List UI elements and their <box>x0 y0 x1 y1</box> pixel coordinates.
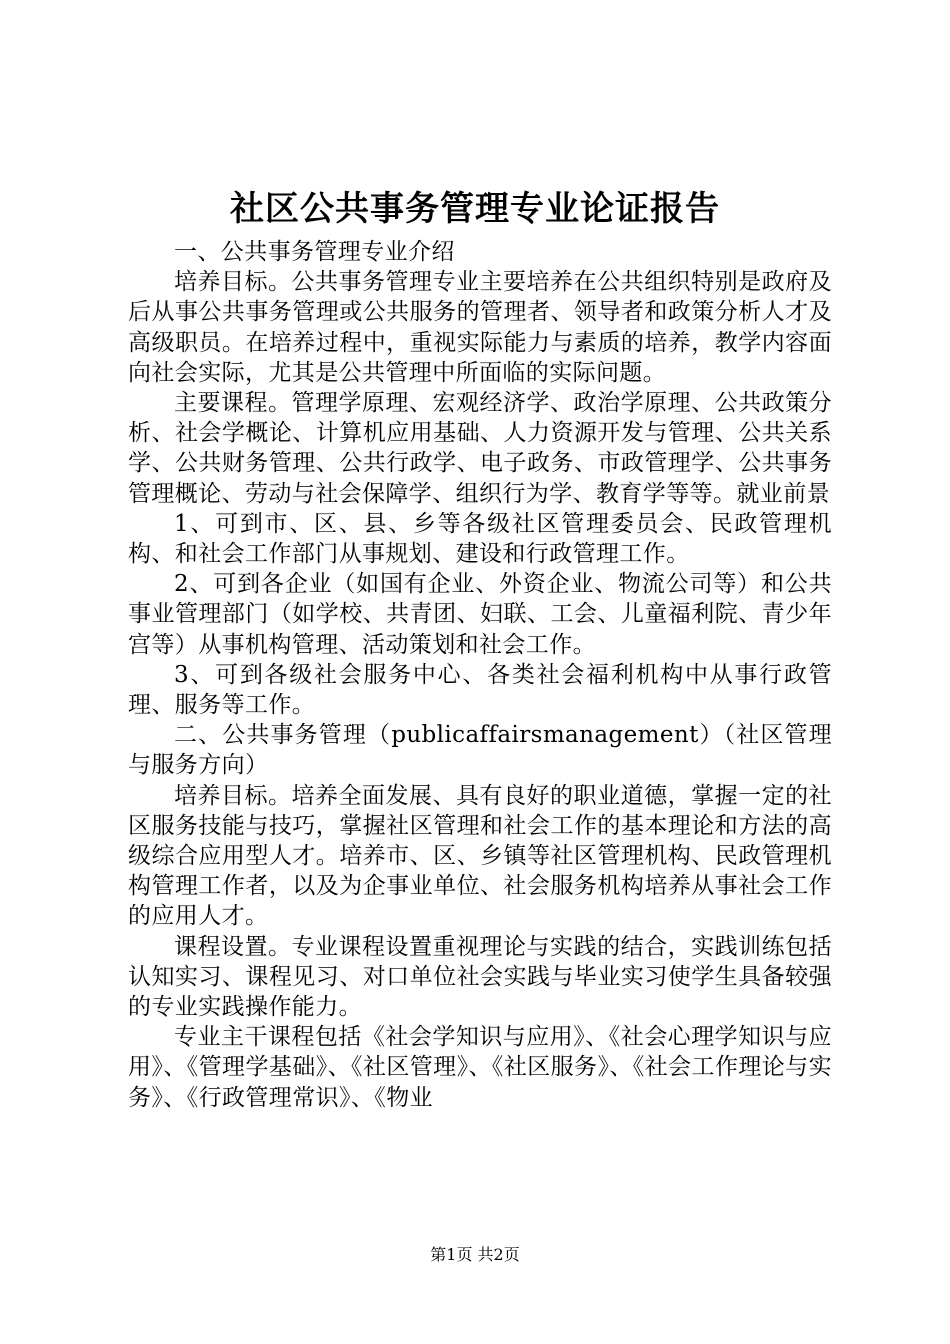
paragraph-core-courses: 专业主干课程包括《社会学知识与应用》、《社会心理学知识与应用》、《管理学基础》、《社区管理》、《社区服务》、《社会工作理论与实务》、《行政管理常识》、《物业 <box>128 1024 832 1111</box>
paragraph-training-goal: 培养目标。公共事务管理专业主要培养在公共组织特别是政府及后从事公共事务管理或公共服务的管理者、领导者和政策分析人才及高级职员。在培养过程中，重视实际能力与素质的培养，教学内容面向社会实际，尤其是公共管理中所面临的实际问题。 <box>128 269 832 386</box>
paragraph-career-3: 3、可到各级社会服务中心、各类社会福利机构中从事行政管理、服务等工作。 <box>128 661 832 719</box>
page-footer: 第1页 共2页 <box>430 1245 520 1264</box>
paragraph-career-1: 1、可到市、区、县、乡等各级社区管理委员会、民政管理机构、和社会工作部门从事规划、建设和行政管理工作。 <box>128 510 832 568</box>
paragraph-career-2: 2、可到各企业（如国有企业、外资企业、物流公司等）和公共事业管理部门（如学校、共青团、妇联、工会、儿童福利院、青少年宫等）从事机构管理、活动策划和社会工作。 <box>128 571 832 658</box>
document-body <box>128 237 832 1113</box>
paragraph-course-setup: 课程设置。专业课程设置重视理论与实践的结合，实践训练包括认知实习、课程见习、对口单位社会实践与毕业实习使学生具备较强的专业实践操作能力。 <box>128 933 832 1021</box>
document-title: 社区公共事务管理专业论证报告 <box>230 189 720 229</box>
section-heading-2: 二、公共事务管理（publicaffairsmanagement）（社区管理与服务方向） <box>128 722 832 779</box>
paragraph-training-goal-2: 培养目标。培养全面发展、具有良好的职业道德，掌握一定的社区服务技能与技巧，掌握社区管理和社会工作的基本理论和方法的高级综合应用型人才。培养市、区、乡镇等社区管理机构、民政管理机构管理工作者，以及为企事业单位、社会服务机构培养从事社会工作的应用人才。 <box>128 782 832 930</box>
paragraph-main-courses: 主要课程。管理学原理、宏观经济学、政治学原理、公共政策分析、社会学概论、计算机应用基础、人力资源开发与管理、公共关系学、公共财务管理、公共行政学、电子政务、市政管理学、公共事务管理概论、劳动与社会保障学、组织行为学、教育学等等。就业前景 <box>128 390 832 507</box>
section-heading-1: 一、公共事务管理专业介绍 <box>174 239 455 265</box>
